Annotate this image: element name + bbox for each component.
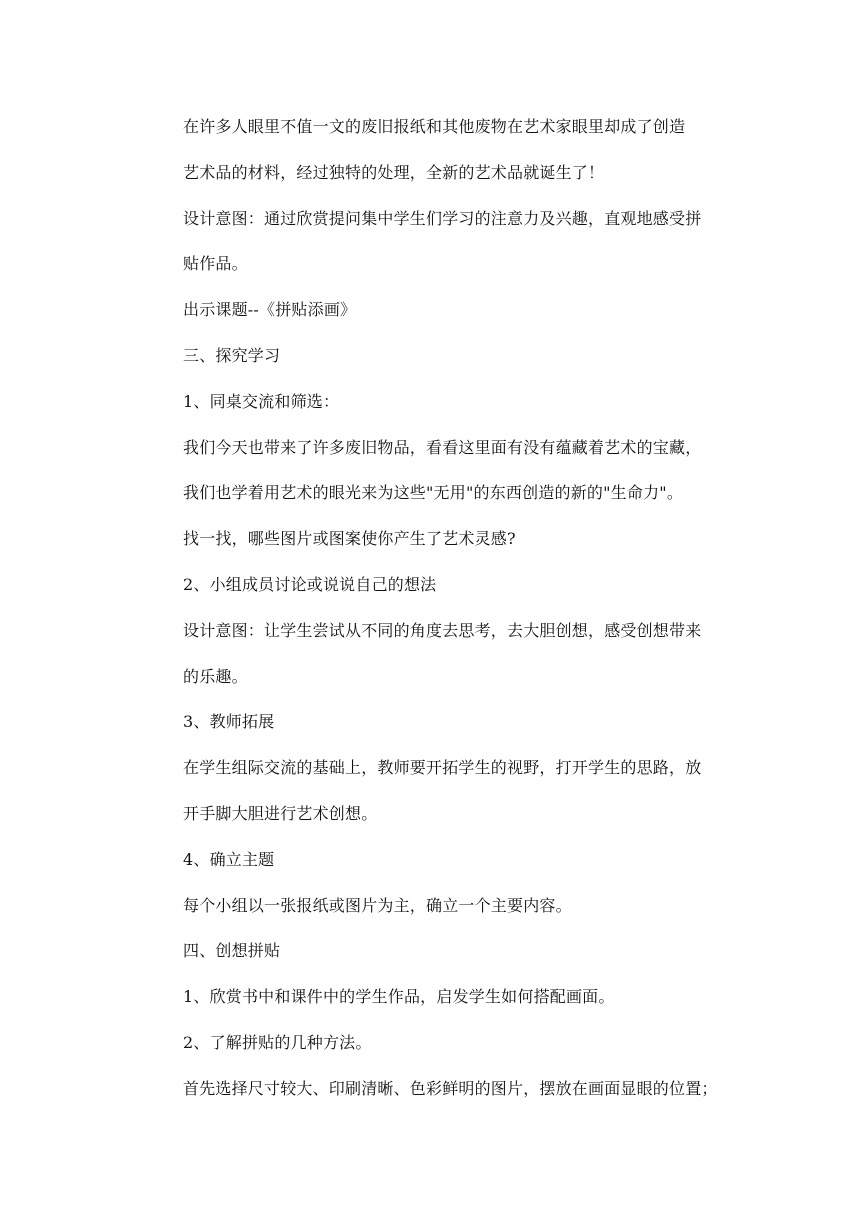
paragraph-line: 我们也学着用艺术的眼光来为这些"无用"的东西创造的新的"生命力"。 <box>183 483 684 503</box>
paragraph-line: 开手脚大胆进行艺术创想。 <box>183 803 378 823</box>
step-heading: 3、教师拓展 <box>183 712 275 732</box>
design-intent-line: 设计意图：通过欣赏提问集中学生们学习的注意力及兴趣，直观地感受拼 <box>183 208 702 228</box>
paragraph-line: 在学生组际交流的基础上，教师要开拓学生的视野，打开学生的思路，放 <box>183 758 702 778</box>
step-heading: 1、欣赏书中和课件中的学生作品，启发学生如何搭配画面。 <box>183 987 615 1007</box>
paragraph-line: 每个小组以一张报纸或图片为主，确立一个主要内容。 <box>183 895 572 915</box>
section-heading-explore: 三、探究学习 <box>183 345 281 365</box>
step-heading: 2、小组成员讨论或说说自己的想法 <box>183 574 437 594</box>
paragraph-line: 找一找，哪些图片或图案使你产生了艺术灵感? <box>183 529 516 549</box>
paragraph-line: 在许多人眼里不值一文的废旧报纸和其他废物在艺术家眼里却成了创造 <box>183 117 686 136</box>
step-heading: 2、了解拼贴的几种方法。 <box>183 1032 372 1052</box>
design-intent-line: 设计意图：让学生尝试从不同的角度去思考，去大胆创想，感受创想带来 <box>183 620 702 640</box>
step-heading: 4、确立主题 <box>183 849 275 869</box>
section-heading-create: 四、创想拼贴 <box>183 941 281 961</box>
paragraph-line: 的乐趣。 <box>183 666 248 686</box>
paragraph-line: 首先选择尺寸较大、印刷清晰、色彩鲜明的图片，摆放在画面显眼的位置； <box>183 1078 718 1098</box>
paragraph-line: 贴作品。 <box>183 254 248 274</box>
step-heading: 1、同桌交流和筛选： <box>183 391 340 411</box>
paragraph-line: 艺术品的材料，经过独特的处理，全新的艺术品就诞生了！ <box>183 162 605 182</box>
document-body <box>183 113 743 1121</box>
paragraph-line: 我们今天也带来了许多废旧物品，看看这里面有没有蕴藏着艺术的宝藏， <box>183 437 702 457</box>
lesson-title-line: 出示课题--《拼贴添画》 <box>183 300 357 320</box>
